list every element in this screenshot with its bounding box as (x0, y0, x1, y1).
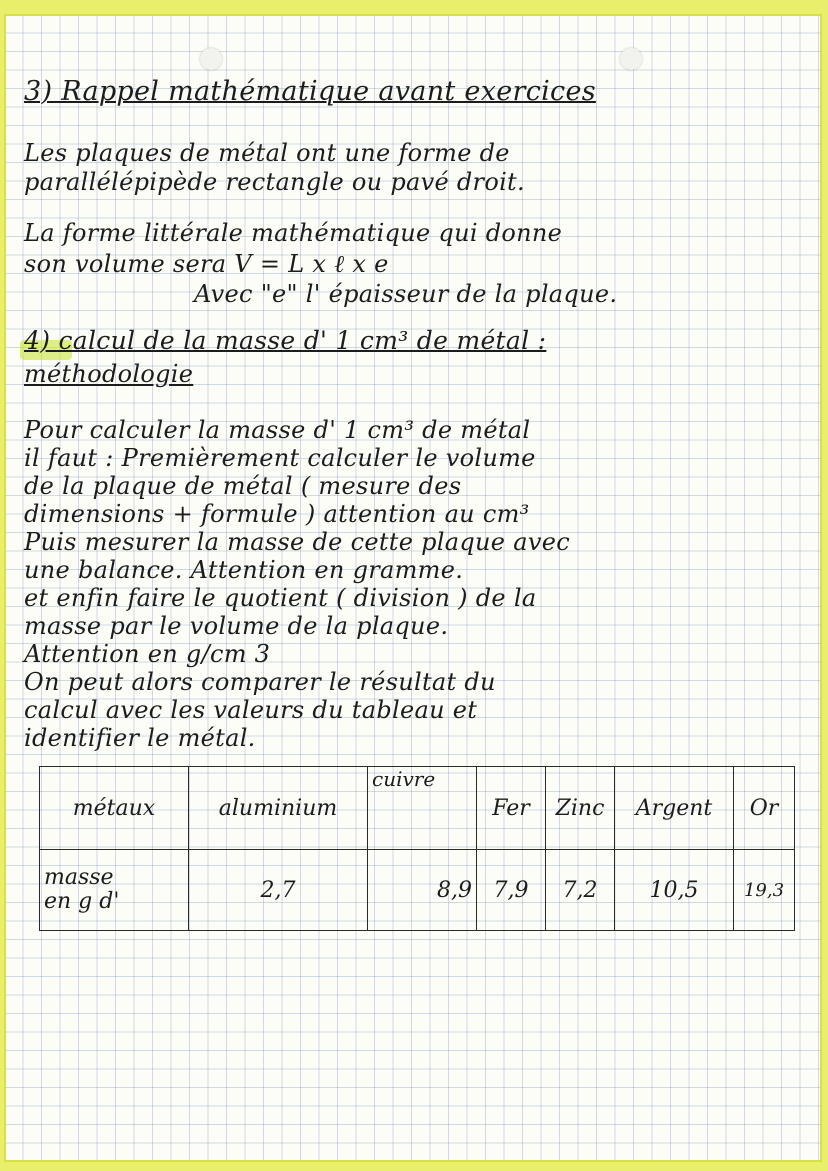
section-4-line: Attention en g/cm 3 (24, 640, 271, 668)
table-cell: 2,7 (189, 850, 368, 931)
metal-density-table (39, 766, 795, 931)
section-4-line: Pour calculer la masse d' 1 cm³ de métal (24, 416, 531, 444)
section-3-heading: 3) Rappel mathématique avant exercices (24, 76, 596, 107)
section-4-line: masse par le volume de la plaque. (24, 612, 449, 640)
table-cell: Argent (615, 767, 734, 850)
table-cell: 10,5 (615, 850, 734, 931)
section-4-line: identifier le métal. (24, 724, 256, 752)
table-header-cell: métaux (40, 767, 189, 850)
notebook-page (4, 14, 822, 1162)
binder-hole-left (200, 48, 222, 70)
binder-hole-right (620, 48, 642, 70)
section-3-line: La forme littérale mathématique qui donne (24, 219, 563, 247)
row-label-line: masse (44, 865, 114, 890)
table-cell: cuivre (368, 767, 477, 850)
table-cell: 8,9 (368, 850, 477, 931)
table-cell: Fer (477, 767, 546, 850)
table-cell: Or (734, 767, 795, 850)
section-4-line: On peut alors comparer le résultat du (24, 668, 496, 696)
section-3-line: Avec "e" l' épaisseur de la plaque. (194, 280, 618, 308)
section-4-line: calcul avec les valeurs du tableau et (24, 696, 478, 724)
table-cell: 7,9 (477, 850, 546, 931)
section-3-line: parallélépipède rectangle ou pavé droit. (24, 168, 525, 196)
section-4-line: et enfin faire le quotient ( division ) de la (24, 584, 537, 612)
table-cell: 7,2 (546, 850, 615, 931)
table-cell: 19,3 (734, 850, 795, 931)
section-3-line: son volume sera V = L x ℓ x e (24, 250, 389, 278)
table-row (40, 767, 795, 850)
section-4-line: il faut : Premièrement calculer le volume (24, 444, 536, 472)
section-4-line: Puis mesurer la masse de cette plaque avec (24, 528, 570, 556)
section-4-line: dimensions + formule ) attention au cm³ (24, 500, 530, 528)
section-4-heading: 4) calcul de la masse d' 1 cm³ de métal : (24, 326, 547, 355)
section-4-subheading: méthodologie (24, 360, 194, 388)
section-3-line: Les plaques de métal ont une forme de (24, 139, 510, 167)
section-4-line: de la plaque de métal ( mesure des (24, 472, 462, 500)
table-header-cell (40, 850, 189, 931)
table-row (40, 850, 795, 931)
table-cell: Zinc (546, 767, 615, 850)
row-label-line: en g d' (44, 889, 120, 914)
table-cell: aluminium (189, 767, 368, 850)
section-4-line: une balance. Attention en gramme. (24, 556, 464, 584)
